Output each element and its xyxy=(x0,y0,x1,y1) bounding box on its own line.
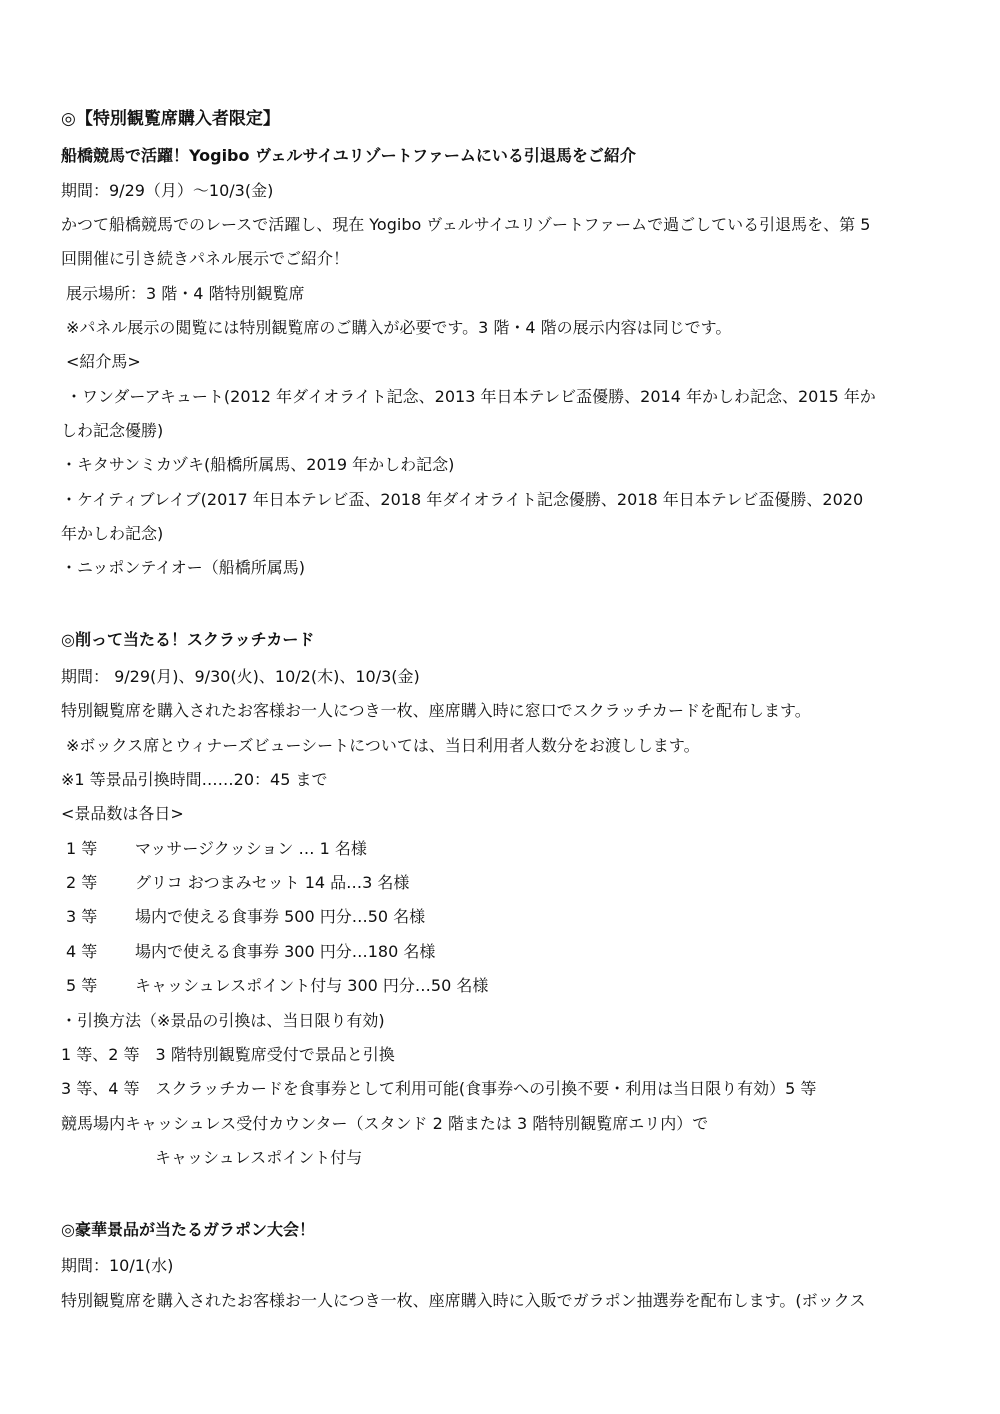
section1-period: 期間：9/29（月）～10/3(金) xyxy=(61,181,274,200)
prize-rank: 2 等 xyxy=(66,873,98,892)
section1-desc-line1: かつて船橋競馬でのレースで活躍し、現在 Yogibo ヴェルサイユリゾートファームで過ごしている引退馬を、第 5 xyxy=(61,215,871,234)
exchange-line4: キャッシュレスポイント付与 xyxy=(155,1148,363,1167)
section2-prizes-heading: <景品数は各日> xyxy=(61,804,184,823)
section3-period: 期間：10/1(水) xyxy=(61,1256,174,1275)
section2-note2: ※1 等景品引換時間……20：45 まで xyxy=(61,770,328,789)
horse1-line1: ・ワンダーアキュート(2012 年ダイオライト記念、2013 年日本テレビ盃優勝、2014 年かしわ記念、2015 年か xyxy=(66,387,876,406)
prize-item: 場内で使える食事券 300 円分…180 名様 xyxy=(135,942,436,961)
prize-item: 場内で使える食事券 500 円分…50 名様 xyxy=(135,907,426,926)
section1-heading: ◎【特別観覧席購入者限定】 xyxy=(61,109,280,129)
exchange-heading: ・引換方法（※景品の引換は、当日限り有効) xyxy=(61,1011,385,1030)
horse3-line2: 年かしわ記念) xyxy=(61,524,164,543)
section1-horses-heading: <紹介馬> xyxy=(66,352,141,371)
section2-heading: ◎削って当たる！スクラッチカード xyxy=(61,630,315,649)
prize-rank: 1 等 xyxy=(66,839,98,858)
horse1-line2: しわ記念優勝) xyxy=(61,421,164,440)
prize-row xyxy=(66,975,866,997)
section1-location: 展示場所：3 階・4 階特別観覧席 xyxy=(66,284,305,303)
section2-note1: ※ボックス席とウィナーズビューシートについては、当日利用者人数分をお渡しします。 xyxy=(66,736,700,755)
horse4: ・ニッポンテイオー（船橋所属馬) xyxy=(61,558,306,577)
prize-rank: 3 等 xyxy=(66,907,98,926)
prize-row xyxy=(66,941,866,963)
section2-desc: 特別観覧席を購入されたお客様お一人につき一枚、座席購入時に窓口でスクラッチカードを配布します。 xyxy=(61,701,811,720)
exchange-line1: 1 等、2 等 3 階特別観覧席受付で景品と引換 xyxy=(61,1045,395,1064)
section1-subheading: 船橋競馬で活躍！Yogibo ヴェルサイユリゾートファームにいる引退馬をご紹介 xyxy=(61,146,636,165)
exchange-line3: 競馬場内キャッシュレス受付カウンター（スタンド 2 階または 3 階特別観覧席エリ内）で xyxy=(61,1114,709,1133)
section1-note: ※パネル展示の閲覧には特別観覧席のご購入が必要です。3 階・4 階の展示内容は同じです。 xyxy=(66,318,732,337)
section2-period: 期間： 9/29(月)、9/30(火)、10/2(木)、10/3(金) xyxy=(61,667,420,686)
horse2: ・キタサンミカヅキ(船橋所属馬、2019 年かしわ記念) xyxy=(61,455,455,474)
prize-item: キャッシュレスポイント付与 300 円分…50 名様 xyxy=(135,976,489,995)
exchange-line2: 3 等、4 等 スクラッチカードを食事券として利用可能(食事券への引換不要・利用は当日限り有効）5 等 xyxy=(61,1079,817,1098)
prize-row xyxy=(66,838,866,860)
section3-desc: 特別観覧席を購入されたお客様お一人につき一枚、座席購入時に入販でガラポン抽選券を配布します。(ボックス xyxy=(61,1291,866,1310)
prize-item: グリコ おつまみセット 14 品…3 名様 xyxy=(135,873,410,892)
prize-rank: 4 等 xyxy=(66,942,98,961)
section1-desc-line2: 回開催に引き続きパネル展示でご紹介！ xyxy=(61,249,350,268)
horse3-line1: ・ケイティブレイブ(2017 年日本テレビ盃、2018 年ダイオライト記念優勝、2018 年日本テレビ盃優勝、2020 xyxy=(61,490,864,509)
prize-rank: 5 等 xyxy=(66,976,98,995)
prize-item: マッサージクッション … 1 名様 xyxy=(135,839,367,858)
section3-heading: ◎豪華景品が当たるガラポン大会！ xyxy=(61,1220,315,1239)
prize-row xyxy=(66,906,866,928)
prize-row xyxy=(66,872,866,894)
